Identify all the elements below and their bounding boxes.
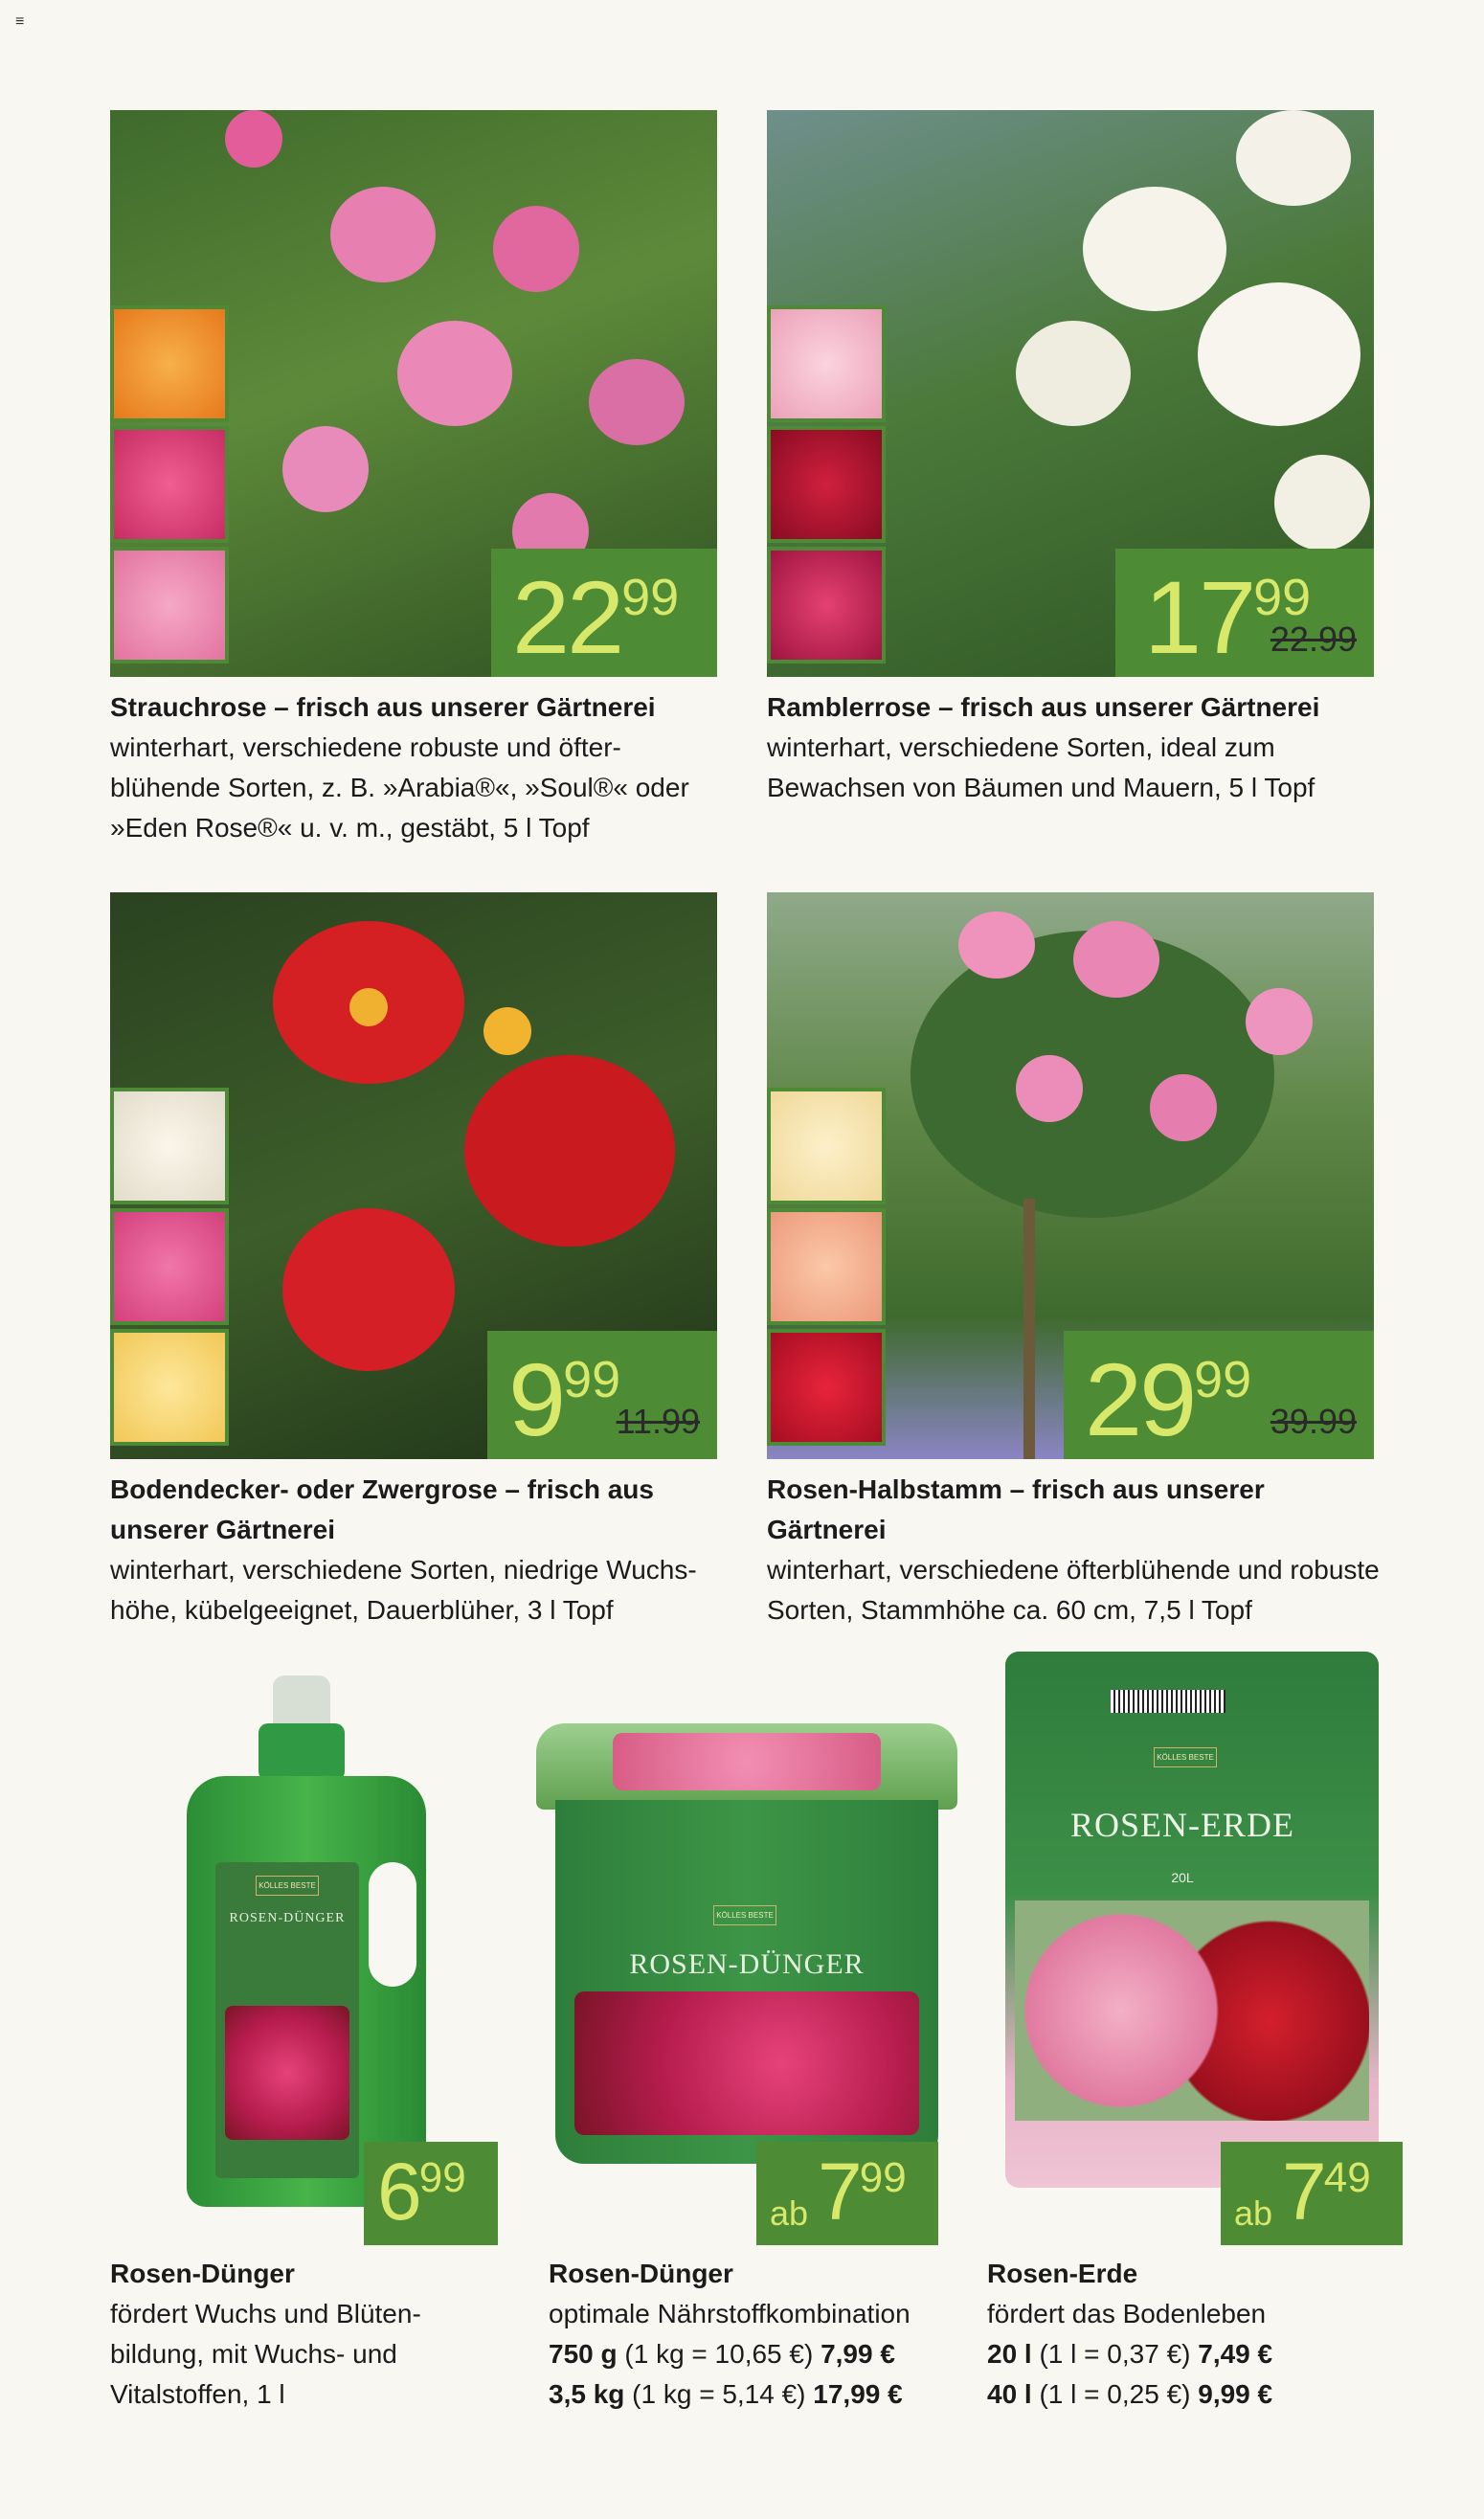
price-tag <box>364 2142 498 2245</box>
menu-icon[interactable]: ≡ <box>15 13 25 30</box>
product-size-line <box>987 2374 1389 2415</box>
price-tag <box>756 2142 938 2245</box>
variant-thumb-pink <box>110 426 229 543</box>
product-rosen-duenger-bucket <box>517 1723 938 2245</box>
price-tag <box>1115 549 1374 677</box>
product-title: Rosen-Dünger <box>549 2259 733 2288</box>
product-size-line <box>987 2334 1389 2374</box>
product-rosen-duenger-bottle <box>110 1671 498 2245</box>
offer-photo-halbstamm <box>767 892 1374 1459</box>
product-desc-line: fördert Wuchs und Blüten- <box>110 2299 421 2328</box>
product-text-soil <box>987 2254 1389 2415</box>
product-desc-line: Vitalstoffen, 1 l <box>110 2379 285 2409</box>
variant-thumb-light-pink <box>110 547 229 663</box>
size: 3,5 kg <box>549 2379 625 2409</box>
price-decimal: 99 <box>621 569 680 626</box>
offer-title: Strauchrose – frisch aus unserer Gärtnerei <box>110 692 656 722</box>
variant-thumb-pink <box>110 1208 229 1325</box>
variant-thumb-red <box>767 1329 886 1446</box>
product-rosen-erde-bag <box>986 1652 1374 2245</box>
variant-thumb-yellow <box>110 1329 229 1446</box>
product-text-bucket <box>549 2254 970 2415</box>
price-decimal: 99 <box>1194 1351 1252 1408</box>
price-tag <box>1221 2142 1403 2245</box>
price-decimal: 49 <box>1323 2154 1371 2201</box>
product-desc-line: fördert das Bodenleben <box>987 2299 1267 2328</box>
price-integer: 6 <box>377 2147 419 2237</box>
variant-thumb-orange <box>110 305 229 422</box>
price-tag <box>1064 1331 1374 1459</box>
variant-thumb-peach <box>767 1208 886 1325</box>
offer-photo-ramblerrose <box>767 110 1374 677</box>
price-tag <box>491 549 717 677</box>
offer-text-strauchrose <box>110 687 723 848</box>
variant-thumb-cream <box>767 1088 886 1204</box>
unit-price: (1 l = 0,25 €) <box>1031 2379 1199 2409</box>
product-title: Rosen-Dünger <box>110 2259 295 2288</box>
offer-description: winterhart, verschiedene öfterblühende und robuste Sorten, Stammhöhe ca. 60 cm, 7,5 l Topf <box>767 1555 1380 1625</box>
offer-text-halbstamm <box>767 1470 1380 1631</box>
product-desc-line: bildung, mit Wuchs- und <box>110 2339 397 2369</box>
brand-logo: KÖLLES BESTE <box>1154 1747 1217 1767</box>
package-label: ROSEN-DÜNGER <box>629 1948 865 1980</box>
price-tag <box>487 1331 717 1459</box>
product-size-line <box>549 2334 970 2374</box>
package-label: ROSEN-DÜNGER <box>229 1911 346 1925</box>
offer-title: Bodendecker- oder Zwergrose – frisch aus unserer Gärtnerei <box>110 1474 654 1544</box>
package-label: ROSEN-ERDE <box>1070 1806 1294 1844</box>
product-desc-line: optimale Nährstoffkombination <box>549 2299 911 2328</box>
price-integer: 29 <box>1085 1341 1195 1457</box>
price-integer: 7 <box>1282 2147 1324 2237</box>
offer-title: Ramblerrose – frisch aus unserer Gärtnerei <box>767 692 1320 722</box>
price-integer: 22 <box>512 559 622 675</box>
product-title: Rosen-Erde <box>987 2259 1138 2288</box>
price-prefix: ab <box>1234 2193 1273 2233</box>
brand-logo: KÖLLES BESTE <box>713 1905 776 1925</box>
variant-thumb-white <box>110 1088 229 1204</box>
offer-description: winterhart, verschiedene Sorten, ideal zum Bewachsen von Bäumen und Mauern, 5 l Topf <box>767 732 1315 802</box>
unit-price: (1 kg = 5,14 €) <box>624 2379 814 2409</box>
price-decimal: 99 <box>859 2154 907 2201</box>
size: 750 g <box>549 2339 618 2369</box>
offer-photo-strauchrose <box>110 110 717 677</box>
unit-price: (1 kg = 10,65 €) <box>617 2339 821 2369</box>
price-integer: 17 <box>1144 559 1254 675</box>
variant-thumb-magenta <box>767 547 886 663</box>
offer-text-bodendecker <box>110 1470 723 1631</box>
variant-thumb-light-pink <box>767 305 886 422</box>
price-prefix: ab <box>770 2193 809 2233</box>
offer-title: Rosen-Halbstamm – frisch aus unserer Gärtnerei <box>767 1474 1265 1544</box>
offer-photo-bodendecker <box>110 892 717 1459</box>
old-price: 39.99 <box>1270 1402 1357 1441</box>
price-decimal: 99 <box>1253 569 1312 626</box>
old-price: 11.99 <box>616 1402 700 1441</box>
brand-logo: KÖLLES BESTE <box>256 1876 319 1896</box>
price-decimal: 99 <box>418 2154 466 2201</box>
package-volume: 20L <box>1171 1870 1194 1885</box>
price-decimal: 99 <box>563 1351 621 1408</box>
old-price: 22.99 <box>1270 619 1357 659</box>
price-integer: 9 <box>508 1341 564 1457</box>
variant-thumb-red <box>767 426 886 543</box>
size-price: 7,99 € <box>821 2339 895 2369</box>
offer-description: winterhart, verschiedene robuste und öfter-blühende Sorten, z. B. »Arabia®«, »Soul®« oder »Eden Rose®« u. v. m., gestäbt, 5 l Topf <box>110 732 689 843</box>
product-size-line <box>549 2374 970 2415</box>
product-text-bottle <box>110 2254 512 2415</box>
offer-text-ramblerrose <box>767 687 1380 808</box>
size-price: 9,99 € <box>1198 2379 1273 2409</box>
unit-price: (1 l = 0,37 €) <box>1031 2339 1199 2369</box>
size: 20 l <box>987 2339 1032 2369</box>
size-price: 7,49 € <box>1198 2339 1273 2369</box>
price-integer: 7 <box>818 2147 860 2237</box>
offer-description: winterhart, verschiedene Sorten, niedrige Wuchs-höhe, kübelgeeignet, Dauerblüher, 3 l Topf <box>110 1555 697 1625</box>
size-price: 17,99 € <box>813 2379 903 2409</box>
size: 40 l <box>987 2379 1032 2409</box>
